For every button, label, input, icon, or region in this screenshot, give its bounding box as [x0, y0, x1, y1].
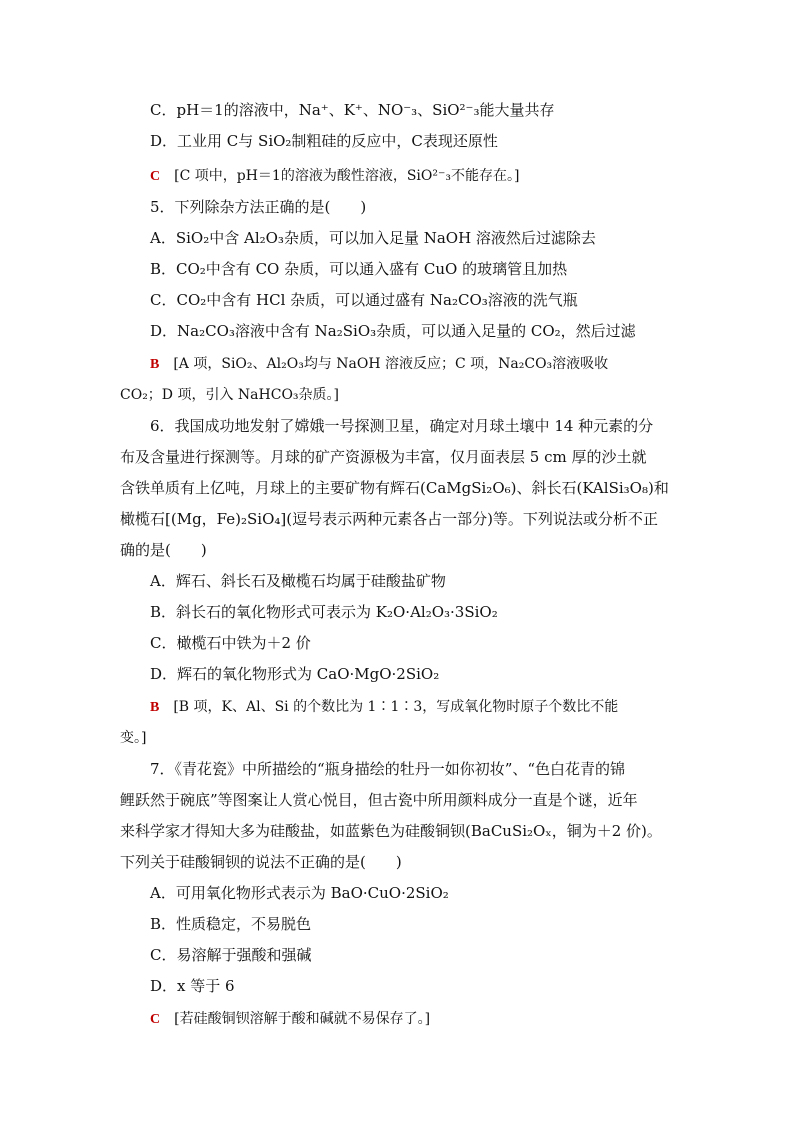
q7-option-b: B．性质稳定，不易脱色 — [150, 915, 312, 933]
q5-answer-explanation: [A 项，SiO₂、Al₂O₃均与 NaOH 溶液反应；C 项，Na₂CO₃溶液吸收 — [173, 356, 609, 372]
q6-answer-letter: B — [150, 700, 160, 715]
q6-option-c: C．橄榄石中铁为＋2 价 — [150, 634, 311, 652]
q7-answer-explanation: [若硅酸铜钡溶解于酸和碱就不易保存了。] — [174, 1011, 431, 1027]
q6-answer-line1 — [150, 697, 618, 718]
q5-stem: 5．下列除杂方法正确的是( ) — [150, 198, 367, 216]
q7-stem-line2: 鲤跃然于碗底”等图案让人赏心悦目，但古瓷中所用颜料成分一直是个谜，近年 — [120, 791, 638, 809]
q6-stem-line4: 橄榄石[(Mg，Fe)₂SiO₄](逗号表示两种元素各占一部分)等。下列说法或分析不正 — [120, 510, 658, 528]
q4-answer-explanation: [C 项中，pH＝1的溶液为酸性溶液，SiO²⁻₃不能存在。] — [174, 168, 520, 184]
q6-stem-line3: 含铁单质有上亿吨，月球上的主要矿物有辉石(CaMgSi₂O₆)、斜长石(KAlSi₃O₈)和 — [120, 479, 669, 497]
q7-answer — [150, 1009, 430, 1030]
q4-option-c: C．pH＝1的溶液中，Na⁺、K⁺、NO⁻₃、SiO²⁻₃能大量共存 — [150, 101, 555, 119]
q5-option-d: D．Na₂CO₃溶液中含有 Na₂SiO₃杂质，可以通入足量的 CO₂，然后过滤 — [150, 322, 636, 340]
q7-stem-line1: 7．《青花瓷》中所描绘的“瓶身描绘的牡丹一如你初妆”、“色白花青的锦 — [150, 760, 626, 778]
q5-answer-line1 — [150, 354, 608, 375]
q6-stem-line5: 确的是( ) — [120, 541, 207, 559]
q4-option-d: D．工业用 C与 SiO₂制粗硅的反应中，C表现还原性 — [150, 132, 498, 150]
q6-option-d: D．辉石的氧化物形式为 CaO·MgO·2SiO₂ — [150, 665, 440, 683]
q5-answer-line2: CO₂；D 项，引入 NaHCO₃杂质。] — [120, 387, 339, 403]
q6-stem-line2: 布及含量进行探测等。月球的矿产资源极为丰富，仅月面表层 5 cm 厚的沙土就 — [120, 448, 647, 466]
q5-option-b: B．CO₂中含有 CO 杂质，可以通入盛有 CuO 的玻璃管且加热 — [150, 260, 568, 278]
q6-option-b: B．斜长石的氧化物形式可表示为 K₂O·Al₂O₃·3SiO₂ — [150, 603, 498, 621]
q5-option-a: A．SiO₂中含 Al₂O₃杂质，可以加入足量 NaOH 溶液然后过滤除去 — [150, 229, 596, 247]
q6-answer-line2: 变。] — [120, 730, 147, 746]
q7-option-d: D．x 等于 6 — [150, 977, 235, 995]
q6-stem-line1: 6．我国成功地发射了嫦娥一号探测卫星，确定对月球土壤中 14 种元素的分 — [150, 417, 654, 435]
q7-option-a: A．可用氧化物形式表示为 BaO·CuO·2SiO₂ — [150, 884, 449, 902]
q5-answer-letter: B — [150, 357, 160, 372]
q4-answer — [150, 166, 519, 187]
q6-answer-explanation: [B 项，K、Al、Si 的个数比为 1∶1∶3，写成氧化物时原子个数比不能 — [173, 699, 619, 715]
q7-stem-line4: 下列关于硅酸铜钡的说法不正确的是( ) — [120, 853, 402, 871]
q7-answer-letter: C — [150, 1012, 161, 1027]
q6-option-a: A．辉石、斜长石及橄榄石均属于硅酸盐矿物 — [150, 572, 446, 590]
q4-answer-letter: C — [150, 169, 161, 184]
q7-option-c: C．易溶解于强酸和强碱 — [150, 946, 312, 964]
q5-option-c: C．CO₂中含有 HCl 杂质，可以通过盛有 Na₂CO₃溶液的洗气瓶 — [150, 291, 578, 309]
q7-stem-line3: 来科学家才得知大多为硅酸盐，如蓝紫色为硅酸铜钡(BaCuSi₂Oₓ，铜为＋2 价)。 — [120, 822, 662, 840]
